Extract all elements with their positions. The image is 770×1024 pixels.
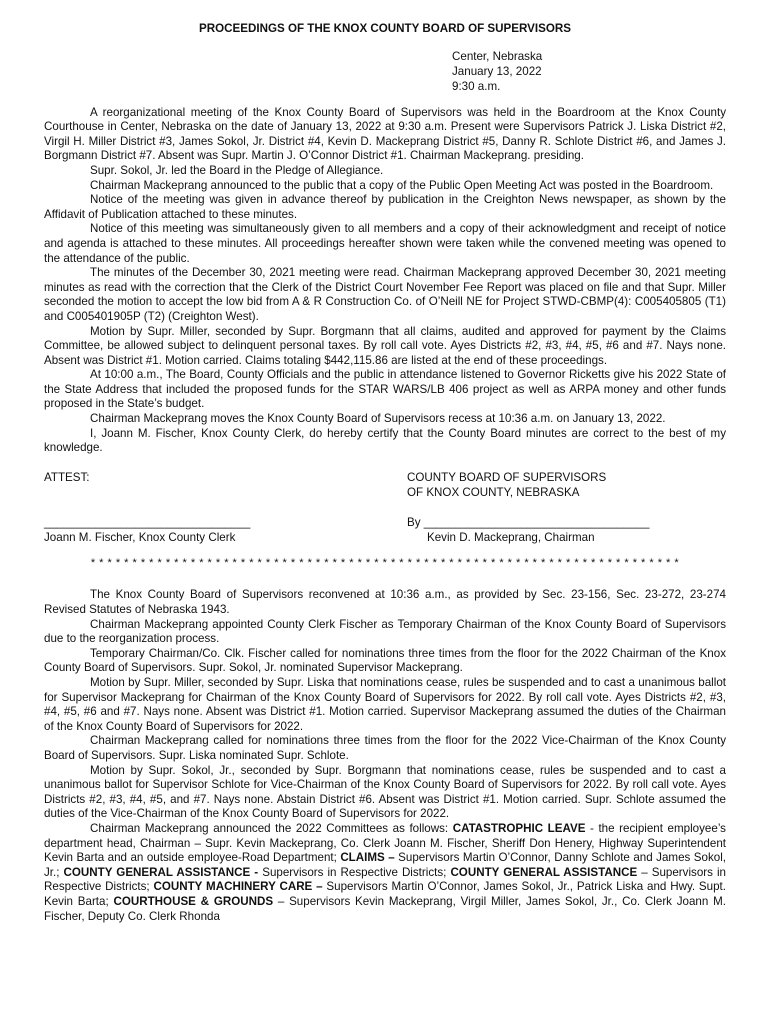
paragraph: The minutes of the December 30, 2021 meeting were read. Chairman Mackeprang approved December 30, 2021 meeting minutes as read with the correction that the Clerk of the District Court November Fee Report was placed on file and that Supr. Miller seconded the motion to accept the low bid from A & R Construction Co. of O’Neill NE for Project STWD-CBMP(4): C005405805 (T1) and C005401905P (T2) (Creighton West). xyxy=(44,266,726,323)
paragraph: Chairman Mackeprang announced to the public that a copy of the Public Open Meeting Act was posted in the Boardroom. xyxy=(90,178,714,192)
paragraph: The Knox County Board of Supervisors reconvened at 10:36 a.m., as provided by Sec. 23-156, Sec. 23-272, 23-274 Revised Statutes of Nebraska 1943. xyxy=(44,588,726,617)
meeting-time: 9:30 a.m. xyxy=(452,79,501,93)
meeting-date: January 13, 2022 xyxy=(452,64,542,78)
paragraph: I, Joann M. Fischer, Knox County Clerk, do hereby certify that the County Board minutes are correct to the best of my knowledge. xyxy=(44,426,726,455)
committee-heading: COUNTY MACHINERY CARE – xyxy=(153,880,323,894)
committee-heading: CLAIMS – xyxy=(340,851,395,865)
meeting-city: Center, Nebraska xyxy=(452,49,543,63)
committee-text: - the recipient employee’s department head, Chairman – Supr. Kevin Mackeprang, Co. Clerk Joann M. Fischer, Sheriff Don Henery, Highway Superintendent Kevin Barta and an outside employee-Road Department; xyxy=(44,821,726,865)
paragraph: Chairman Mackeprang moves the Knox County Board of Supervisors recess at 10:36 a.m. on January 13, 2022. xyxy=(90,412,666,426)
signature-right xyxy=(407,470,737,545)
paragraph: Notice of the meeting was given in advance thereof by publication in the Creighton News newspaper, as shown by the Affidavit of Publication attached to these minutes. xyxy=(44,193,726,221)
document-title: PROCEEDINGS OF THE KNOX COUNTY BOARD OF SUPERVISORS xyxy=(199,22,571,35)
attest-label: ATTEST: xyxy=(44,470,90,484)
committee-text: Supervisors in Respective Districts; xyxy=(258,865,451,879)
clerk-signature-line: ________________________________ xyxy=(44,515,251,529)
meeting-location-block xyxy=(452,49,726,94)
section-separator: * * * * * * * * * * * * * * * * * * * * * * * * * * * * * * * * * * * * * * * * * * * * * * * * * * * * * * * * * * * * * * * * * * * * * * * xyxy=(90,556,680,569)
committee-text: Supervisors Martin O’Connor, James Sokol, Jr., Patrick Liska and Hwy. Supt. Kevin Barta; xyxy=(44,880,727,908)
chairman-name: Kevin D. Mackeprang, Chairman xyxy=(427,530,595,544)
committee-heading: COUNTY GENERAL ASSISTANCE - xyxy=(63,865,259,879)
committee-text: Supervisors Martin O’Connor, Danny Schlote and James Sokol, Jr.; xyxy=(44,851,727,879)
committee-heading: COURTHOUSE & GROUNDS xyxy=(113,894,274,908)
committee-heading: COUNTY GENERAL ASSISTANCE xyxy=(450,865,638,879)
committee-heading: CATASTROPHIC LEAVE xyxy=(452,821,586,835)
board-name-line1: COUNTY BOARD OF SUPERVISORS xyxy=(407,470,607,484)
paragraph: Chairman Mackeprang called for nominations three times from the floor for the 2022 Vice-Chairman of the Knox County Board of Supervisors. Supr. Liska nominated Supr. Schlote. xyxy=(44,734,726,762)
paragraph: Motion by Supr. Miller, seconded by Supr. Borgmann that all claims, audited and approved for payment by the Claims Committee, be allowed subject to delinquent personal taxes. By roll call vote. Ayes Districts #2, #3, #4, #5, #6 and #7. Nays none. Absent was District #1. Motion carried. Claims totaling $442,115.86 are listed at the end of these proceedings. xyxy=(44,324,726,367)
signature-block xyxy=(44,470,726,546)
paragraph: A reorganizational meeting of the Knox County Board of Supervisors was held in the Boardroom at the Knox County Courthouse in Center, Nebraska on the date of January 13, 2022 at 9:30 a.m. Present were Supervisors Patrick J. Liska District #2, Virgil H. Miller District #3, James Sokol, Jr. District #4, Kevin D. Mackeprang District #5, Danny R. Schlote District #6, and James J. Borgmann District #7. Absent was Supr. Martin J. O’Connor District #1. Chairman Mackeprang. presiding. xyxy=(44,105,726,163)
paragraph: Motion by Supr. Sokol, Jr., seconded by Supr. Borgmann that nominations cease, rules be suspended and to cast a unanimous ballot for Supervisor Schlote for Vice-Chairman of the Knox County Board of Supervisors for 2022. By roll call vote. Ayes Districts #2, #3, #4, #5, and #7. Nays none. Abstain District #6. Absent was District #1. Motion carried. Supr. Schlote assumed the duties of the Vice-Chairman of the Knox County Board of Supervisors for 2022. xyxy=(44,763,726,821)
committee-text: – Supervisors Kevin Mackeprang, Virgil Miller, James Sokol, Jr., Co. Clerk Joann M. Fischer, Deputy Co. Clerk Rhonda xyxy=(44,894,726,923)
chairman-signature-line: By ___________________________________ xyxy=(407,515,650,529)
paragraph: At 10:00 a.m., The Board, County Officials and the public in attendance listened to Governor Ricketts give his 2022 State of the State Address that included the proposed funds for the STAR WARS/LB 406 project as well as ARPA money and other funds proposed in the State’s budget. xyxy=(44,368,726,411)
board-name-line2: OF KNOX COUNTY, NEBRASKA xyxy=(407,485,580,499)
clerk-name: Joann M. Fischer, Knox County Clerk xyxy=(44,530,236,544)
paragraph: Motion by Supr. Miller, seconded by Supr. Liska that nominations cease, rules be suspended and to cast a unanimous ballot for Supervisor Mackeprang for Chairman of the Knox County Board of Supervisors for 2022. By roll call vote. Ayes Districts #2, #3, #4, #5, #6 and #7. Nays none. Absent was District #1. Motion carried. Supervisor Mackeprang assumed the duties of the Chairman of the Knox County Board of Supervisors for 2022. xyxy=(44,676,726,733)
committee-text: – Supervisors in Respective Districts; xyxy=(44,865,727,894)
paragraph: Notice of this meeting was simultaneously given to all members and a copy of their acknowledgment and receipt of notice and agenda is attached to these minutes. All proceedings hereafter shown were taken while the convened meeting was opened to the attendance of the public. xyxy=(44,222,726,265)
minutes-part2 xyxy=(44,588,726,924)
committees-intro: Chairman Mackeprang announced the 2022 Committees as follows: xyxy=(90,821,453,835)
minutes-part1 xyxy=(44,106,726,456)
committees-paragraph xyxy=(44,822,726,924)
signature-left xyxy=(44,470,374,545)
paragraph: Temporary Chairman/Co. Clk. Fischer called for nominations three times from the floor for the 2022 Chairman of the Knox County Board of Supervisors. Supr. Sokol, Jr. nominated Supervisor Mackeprang. xyxy=(44,646,726,675)
paragraph: Supr. Sokol, Jr. led the Board in the Pledge of Allegiance. xyxy=(90,163,384,177)
paragraph: Chairman Mackeprang appointed County Clerk Fischer as Temporary Chairman of the Knox County Board of Supervisors due to the reorganization process. xyxy=(44,617,726,646)
